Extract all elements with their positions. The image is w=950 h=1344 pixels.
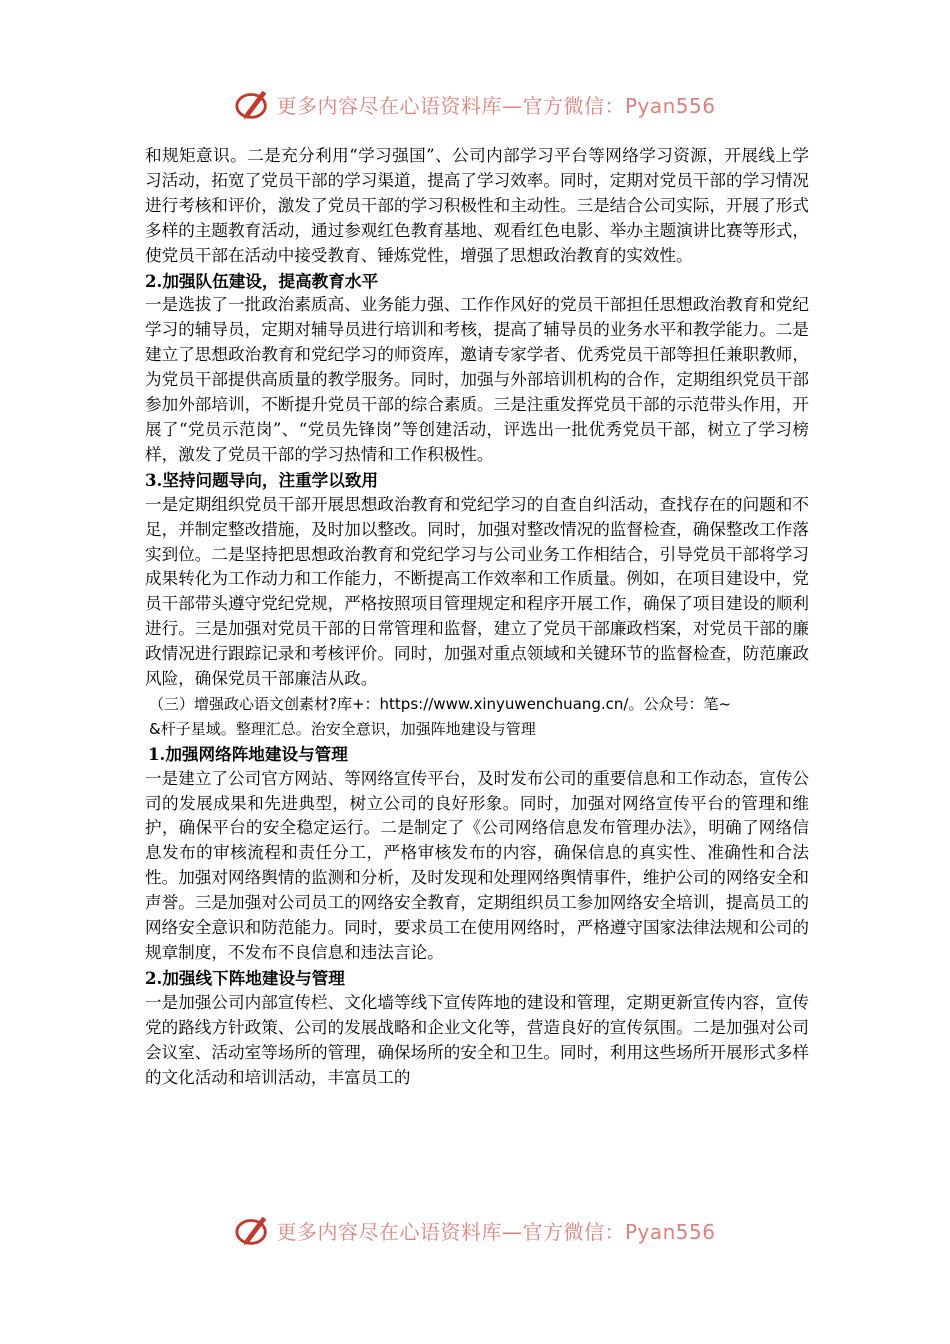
paragraph: 一是加强公司内部宣传栏、文化墙等线下宣传阵地的建设和管理，定期更新宣传内容，宣传党的路线方针政策、公司的发展战略和企业文化等，营造良好的宣传氛围。二是加强对公司会议室、活动室等场所的管理，确保场所的安全和卫生。同时，利用这些场所开展形式多样的文化活动和培训活动，丰富员工的 — [145, 992, 809, 1087]
paragraph: 一是建立了公司官方网站、等网络宣传平台，及时发布公司的重要信息和工作动态，宣传公司的发展成果和先进典型，树立公司的良好形象。同时，加强对网络宣传平台的管理和维护，确保平台的安全稳定运行。二是制定了《公司网络信息发布管理办法》，明确了网络信息发布的审核流程和责任分工，严格审核发布的内容，确保信息的真实性、准确性和合法性。加强对网络舆情的监测和分析，及时发现和处理网络舆情事件，维护公司的网络安全和声誉。三是加强对公司员工的网络安全教育，定期组织员工参加网络安全培训，提高员工的网络安全意识和防范能力。同时，要求员工在使用网络时，严格遵守国家法律法规和公司的规章制度，不发布不良信息和违法言论。 — [145, 768, 809, 962]
section-heading: 1.加强网络阵地建设与管理 — [148, 743, 348, 764]
watermark-text: 更多内容尽在心语资料库—官方微信：Pyan556 — [276, 93, 716, 118]
document-body — [145, 144, 809, 1090]
paragraph: 一是定期组织党员干部开展思想政治教育和党纪学习的自查自纠活动，查找存在的问题和不足，并制定整改措施，及时加以整改。同时，加强对整改情况的监督检查，确保整改工作落实到位。二是坚持把思想政治教育和党纪学习与公司业务工作相结合，引导党员干部将学习成果转化为工作动力和工作能力，不断提高工作效率和工作质量。例如，在项目建设中，党员干部带头遵守党纪党规，严格按照项目管理规定和程序开展工作，确保了项目建设的顺利进行。三是加强对党员干部的日常管理和监督，建立了党员干部廉政档案，对党员干部的廉政情况进行跟踪记录和考核评价。同时，加强对重点领域和关键环节的监督检查，防范廉政风险，确保党员干部廉洁从政。 — [145, 494, 809, 689]
pen-logo-icon — [234, 1211, 272, 1249]
source-note-line: （三）增强政心语文创素材?库+：https://www.xinyuwenchuang.cn/。公众号：笔~ — [149, 694, 732, 713]
footer-watermark — [0, 1210, 950, 1250]
pen-logo-icon — [234, 85, 272, 123]
source-note-line: &杆子星域。整理汇总。治安全意识，加强阵地建设与管理 — [149, 719, 536, 738]
section-heading: 2.加强线下阵地建设与管理 — [145, 967, 345, 988]
section-heading: 3.坚持问题导向，注重学以致用 — [145, 469, 379, 490]
header-watermark — [0, 84, 950, 124]
watermark-text: 更多内容尽在心语资料库—官方微信：Pyan556 — [276, 1219, 716, 1244]
paragraph: 和规矩意识。二是充分利用“学习强国”、公司内部学习平台等网络学习资源，开展线上学习活动，拓宽了党员干部的学习渠道，提高了学习效率。同时，定期对党员干部的学习情况进行考核和评价，激发了党员干部的学习积极性和主动性。三是结合公司实际，开展了形式多样的主题教育活动，通过参观红色教育基地、观看红色电影、举办主题演讲比赛等形式，使党员干部在活动中接受教育、锤炼党性，增强了思想政治教育的实效性。 — [145, 146, 809, 265]
paragraph: 一是选拔了一批政治素质高、业务能力强、工作作风好的党员干部担任思想政治教育和党纪学习的辅导员，定期对辅导员进行培训和考核，提高了辅导员的业务水平和教学能力。二是建立了思想政治教育和党纪学习的师资库，邀请专家学者、优秀党员干部等担任兼职教师，为党员干部提供高质量的教学服务。同时，加强与外部培训机构的合作，定期组织党员干部参加外部培训，不断提升党员干部的综合素质。三是注重发挥党员干部的示范带头作用，开展了“党员示范岗”、“党员先锋岗”等创建活动，评选出一批优秀党员干部，树立了学习榜样，激发了党员干部的学习热情和工作积极性。 — [145, 295, 809, 464]
section-heading: 2.加强队伍建设，提高教育水平 — [145, 270, 379, 291]
